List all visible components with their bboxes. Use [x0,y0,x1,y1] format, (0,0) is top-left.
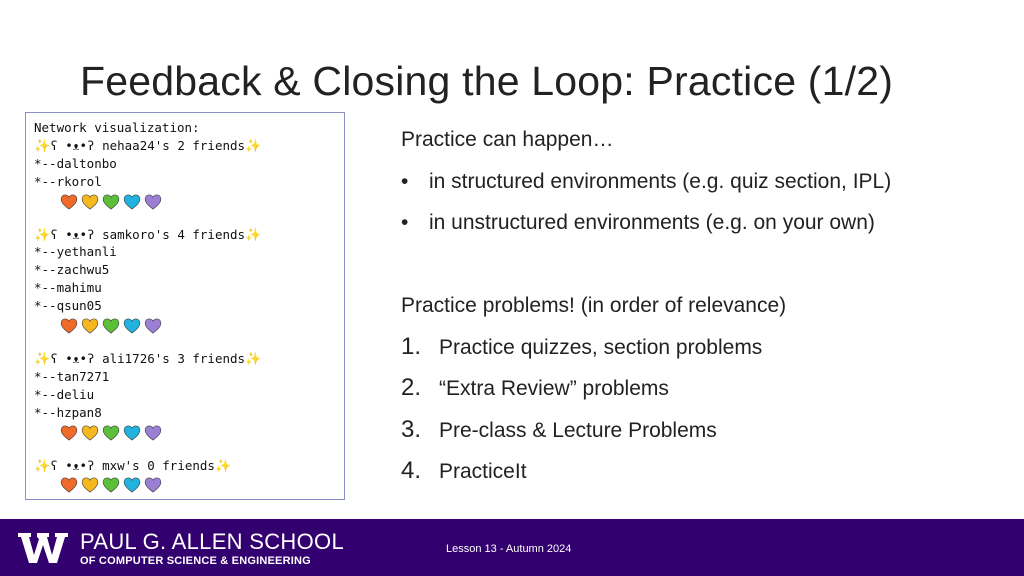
friend-item: *--zachwu5 [34,262,110,278]
hearts-row [34,474,336,496]
friend-block-heading: ✨ʕ •ᴥ•ʔ ali1726's 3 friends✨ [34,351,262,368]
friend-item: *--daltonbo [34,155,117,171]
problems-heading: Practice problems! (in order of relevance) [401,294,787,317]
heart-icon [81,424,99,442]
friend-item: *--yethanli [34,244,117,260]
footer-bar [0,519,1024,576]
bullet-icon: • [401,211,409,234]
sparkles-icon: ✨ [214,458,232,474]
lesson-label: Lesson 13 - Autumn 2024 [446,543,572,555]
bullet-icon: • [401,170,409,193]
problem-item: 2. “Extra Review” problems [401,374,669,401]
friend-block-heading: ✨ʕ •ᴥ•ʔ nehaa24's 2 friends✨ [34,137,262,154]
heart-icon [123,317,141,335]
slide-title: Feedback & Closing the Loop: Practice (1/2) [80,58,894,104]
sparkles-icon: ✨ [245,138,262,154]
heart-icon [123,424,141,442]
network-header: Network visualization: [34,120,200,135]
sparkles-icon: ✨ [34,138,51,154]
friend-block-heading: ✨ʕ •ᴥ•ʔ mxw's 0 friends✨ [34,457,232,474]
heart-icon [60,424,78,442]
bullet-item: • in unstructured environments (e.g. on your own) [401,211,875,234]
heart-icon [60,317,78,335]
heart-icon [123,476,141,494]
practice-intro: Practice can happen… [401,128,614,151]
heart-icon [60,476,78,494]
heart-icon [102,193,120,211]
heart-icon [102,424,120,442]
school-name-line2: OF COMPUTER SCIENCE & ENGINEERING [80,555,311,567]
problem-item: 1. Practice quizzes, section problems [401,333,763,360]
sparkles-icon: ✨ [34,458,51,474]
heart-icon [81,317,99,335]
friend-item: *--rkorol [34,173,102,189]
heart-icon [123,193,141,211]
problem-item: 3. Pre-class & Lecture Problems [401,416,717,443]
sparkles-icon: ✨ [34,352,51,368]
heart-icon [144,476,162,494]
friend-item: *--deliu [34,386,95,402]
heart-icon [144,193,162,211]
bullet-item: • in structured environments (e.g. quiz section, IPL) [401,170,892,193]
friend-item: *--hzpan8 [34,404,102,420]
friend-item: *--mahimu [34,280,102,296]
sparkles-icon: ✨ [245,352,262,368]
friend-block-heading: ✨ʕ •ᴥ•ʔ samkoro's 4 friends✨ [34,226,262,243]
heart-icon [144,317,162,335]
heart-icon [60,193,78,211]
friend-item: *--tan7271 [34,368,110,384]
heart-icon [81,193,99,211]
heart-icon [81,476,99,494]
hearts-row [34,422,336,444]
uw-w-logo-icon [18,531,68,565]
sparkles-icon: ✨ [245,227,262,243]
sparkles-icon: ✨ [34,227,51,243]
problem-item: 4. PracticeIt [401,457,527,484]
friend-item: *--qsun05 [34,298,102,314]
heart-icon [102,317,120,335]
hearts-row [34,315,336,337]
heart-icon [144,424,162,442]
network-visualization-box [25,112,345,500]
school-name-line1: PAUL G. ALLEN SCHOOL [80,529,344,554]
hearts-row [34,191,336,213]
heart-icon [102,476,120,494]
